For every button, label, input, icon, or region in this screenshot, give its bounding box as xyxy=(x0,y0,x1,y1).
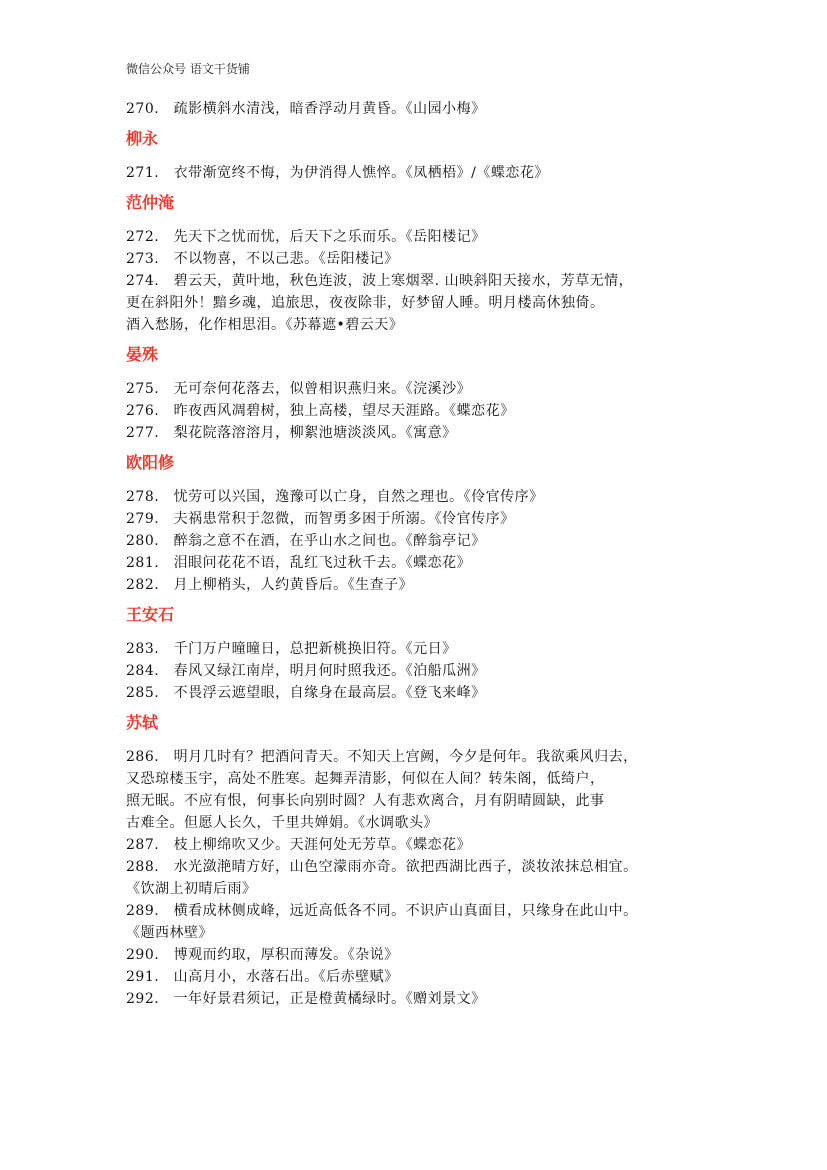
section xyxy=(126,712,706,1010)
quote-line: 283. 千门万户曈曈日，总把新桃换旧符。《元日》 xyxy=(126,641,457,657)
quote-line: 287. 枝上柳绵吹又少。天涯何处无芳草。《蝶恋花》 xyxy=(126,837,472,853)
quote-line: 282. 月上柳梢头，人约黄昏后。《生查子》 xyxy=(126,577,414,593)
section xyxy=(126,98,706,120)
quote-line: 照无眠。不应有恨，何事长向别时圆？人有悲欢离合，月有阴晴圆缺，此事 xyxy=(126,793,605,809)
quote-line: 更在斜阳外！黯乡魂，追旅思，夜夜除非，好梦留人睡。明月楼高休独倚。 xyxy=(126,295,605,311)
quote-line: 288. 水光潋滟晴方好，山色空濛雨亦奇。欲把西湖比西子，淡妆浓抹总相宜。 xyxy=(126,859,638,875)
quote-line: 276. 昨夜西风凋碧树，独上高楼，望尽天涯路。《蝶恋花》 xyxy=(126,403,515,419)
quote-line: 278. 忧劳可以兴国，逸豫可以亡身，自然之理也。《伶官传序》 xyxy=(126,489,544,505)
quote-line: 271. 衣带渐宽终不悔，为伊消得人憔悴。《凤栖梧》/《蝶恋花》 xyxy=(126,165,549,181)
author-heading: 苏轼 xyxy=(126,713,159,732)
quote-line: 290. 博观而约取，厚积而薄发。《杂说》 xyxy=(126,947,399,963)
quote-line: 272. 先天下之忧而忧，后天下之乐而乐。《岳阳楼记》 xyxy=(126,229,486,245)
author-heading: 王安石 xyxy=(126,605,175,624)
quote-line: 古难全。但愿人长久，千里共婵娟。《水调歌头》 xyxy=(126,815,438,831)
quote-line: 《题西林壁》 xyxy=(126,925,213,941)
quote-line: 275. 无可奈何花落去，似曾相识燕归来。《浣溪沙》 xyxy=(126,381,472,397)
quote-line: 277. 梨花院落溶溶月，柳絮池塘淡淡风。《寓意》 xyxy=(126,425,457,441)
quote-line: 280. 醉翁之意不在酒，在乎山水之间也。《醉翁亭记》 xyxy=(126,533,486,549)
author-heading: 柳永 xyxy=(126,129,159,148)
quote-line: 酒入愁肠，化作相思泪。《苏幕遮•碧云天》 xyxy=(126,317,404,333)
quote-line: 281. 泪眼问花花不语，乱红飞过秋千去。《蝶恋花》 xyxy=(126,555,472,571)
quote-line: 270. 疏影横斜水清浅，暗香浮动月黄昏。《山园小梅》 xyxy=(126,101,486,117)
poem-list xyxy=(126,98,706,1010)
author-heading: 范仲淹 xyxy=(126,193,175,212)
section xyxy=(126,344,706,444)
quote-line: 286. 明月几时有？把酒问青天。不知天上宫阙，今夕是何年。我欲乘风归去， xyxy=(126,749,638,765)
quote-line: 284. 春风又绿江南岸，明月何时照我还。《泊船瓜洲》 xyxy=(126,663,486,679)
quote-line: 《饮湖上初晴后雨》 xyxy=(126,881,257,897)
section xyxy=(126,128,706,184)
quote-line: 292. 一年好景君须记，正是橙黄橘绿时。《赠刘景文》 xyxy=(126,991,486,1007)
section xyxy=(126,604,706,704)
quote-line: 274. 碧云天，黄叶地，秋色连波，波上寒烟翠. 山映斜阳天接水，芳草无情， xyxy=(126,273,634,289)
section xyxy=(126,452,706,596)
author-heading: 欧阳修 xyxy=(126,453,175,472)
quote-line: 又恐琼楼玉宇，高处不胜寒。起舞弄清影，何似在人间？转朱阁，低绮户， xyxy=(126,771,605,787)
quote-line: 273. 不以物喜，不以己悲。《岳阳楼记》 xyxy=(126,251,399,267)
section xyxy=(126,192,706,336)
author-heading: 晏殊 xyxy=(126,345,159,364)
quote-line: 289. 横看成林侧成峰，远近高低各不同。不识庐山真面目，只缘身在此山中。 xyxy=(126,903,638,919)
quote-line: 285. 不畏浮云遮望眼，自缘身在最高层。《登飞来峰》 xyxy=(126,685,486,701)
page-header: 微信公众号 语文干货铺 xyxy=(126,62,250,76)
quote-line: 279. 夫祸患常积于忽微，而智勇多困于所溺。《伶官传序》 xyxy=(126,511,515,527)
quote-line: 291. 山高月小，水落石出。《后赤壁赋》 xyxy=(126,969,399,985)
